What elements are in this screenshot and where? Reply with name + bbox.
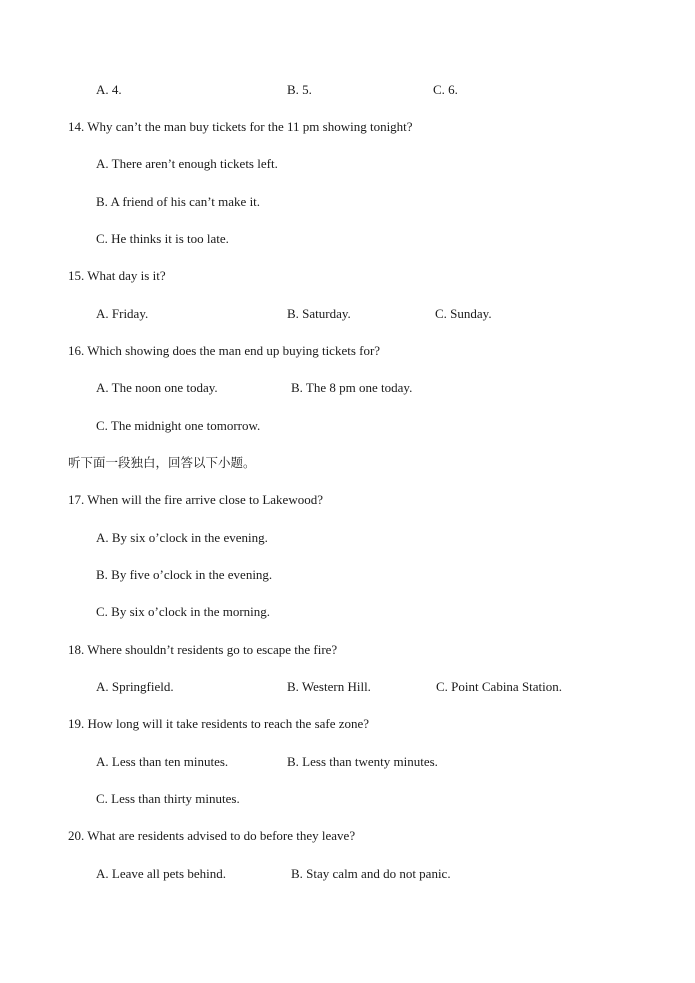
q18-option-a: A. Springfield. (96, 679, 174, 694)
q20-option-a: A. Leave all pets behind. (96, 866, 226, 881)
q20-question: 20. What are residents advised to do before they leave? (68, 828, 356, 843)
q14-option-b: B. A friend of his can’t make it. (96, 194, 261, 209)
q19-question: 19. How long will it take residents to reach the safe zone? (68, 716, 370, 731)
q15-question: 15. What day is it? (68, 268, 166, 283)
q13-option-c: C. 6. (433, 82, 458, 97)
q14-option-c: C. He thinks it is too late. (96, 231, 229, 246)
q17-option-c: C. By six o’clock in the morning. (96, 604, 271, 619)
section-instruction: 听下面一段独白，回答以下小题。 (68, 455, 256, 470)
q19-option-a: A. Less than ten minutes. (96, 754, 229, 769)
q14-question: 14. Why can’t the man buy tickets for the 11 pm showing tonight? (68, 119, 413, 134)
q14-option-a: A. There aren’t enough tickets left. (96, 156, 278, 171)
q13-option-b: B. 5. (287, 82, 312, 97)
q18-option-c: C. Point Cabina Station. (436, 679, 563, 694)
q17-option-a: A. By six o’clock in the evening. (96, 530, 268, 545)
q15-option-b: B. Saturday. (287, 306, 351, 321)
q15-option-a: A. Friday. (96, 306, 149, 321)
q16-option-a: A. The noon one today. (96, 380, 218, 395)
q13-option-a: A. 4. (96, 82, 122, 97)
q16-option-c: C. The midnight one tomorrow. (96, 418, 261, 433)
q16-question: 16. Which showing does the man end up buying tickets for? (68, 343, 381, 358)
q18-option-b: B. Western Hill. (287, 679, 371, 694)
q17-question: 17. When will the fire arrive close to Lakewood? (68, 492, 323, 507)
q15-option-c: C. Sunday. (435, 306, 492, 321)
q19-option-c: C. Less than thirty minutes. (96, 791, 240, 806)
q17-option-b: B. By five o’clock in the evening. (96, 567, 273, 582)
q18-question: 18. Where shouldn’t residents go to escape the fire? (68, 642, 338, 657)
q19-option-b: B. Less than twenty minutes. (287, 754, 438, 769)
q16-option-b: B. The 8 pm one today. (291, 380, 413, 395)
q20-option-b: B. Stay calm and do not panic. (291, 866, 451, 881)
